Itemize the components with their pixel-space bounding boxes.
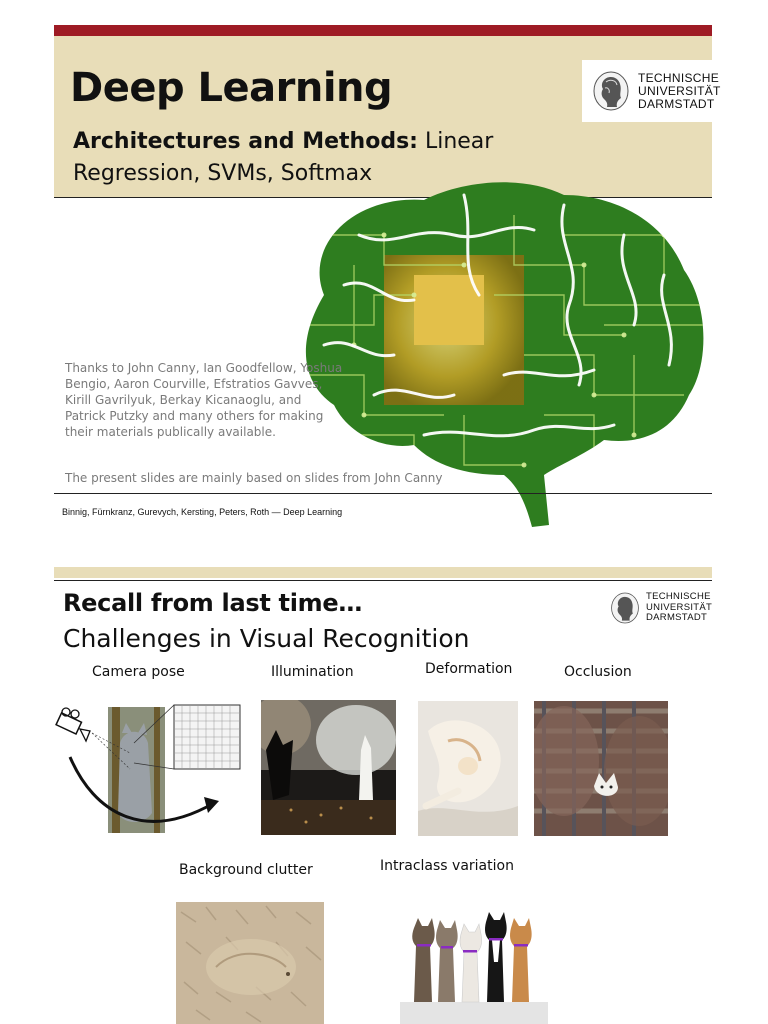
label-illumination: Illumination [271,664,354,680]
acknowledgements-text: Thanks to John Canny, Ian Goodfellow, Yoshua Bengio, Aaron Courville, Efstratios Gavves, Kirill Gavrilyuk, Berkay Kicanaoglu, and Patrick Putzky and many others for making their materials publically available. [65,361,343,439]
illumination-image [261,700,396,835]
top-accent-bar [54,567,712,578]
logo-line: TECHNISCHE [646,591,711,603]
deformation-image [418,701,518,836]
slide-heading: Recall from last time… [63,589,363,617]
athena-seal-icon [610,591,640,625]
tu-darmstadt-logo [602,585,714,631]
slide-title: Deep Learning [70,65,393,111]
slide-footer: Binnig, Fürnkranz, Gurevych, Kersting, Peters, Roth — Deep Learning [62,507,343,517]
label-background-clutter: Background clutter [179,862,313,878]
label-camera-pose: Camera pose [92,664,185,680]
slide-subheading: Challenges in Visual Recognition [63,624,470,653]
footer-divider [54,493,712,494]
top-accent-bar [54,25,712,36]
logo-text [638,72,721,111]
logo-line: TECHNISCHE [638,70,720,85]
camera-pose-image [54,703,244,839]
subtitle-rest: Linear Regression, SVMs, Softmax [73,129,494,186]
video-camera-icon [56,708,90,741]
recall-slide [54,567,712,1024]
title-slide [54,25,721,535]
label-occlusion: Occlusion [564,664,632,680]
intraclass-variation-image [400,902,548,1024]
tu-darmstadt-logo [582,60,722,122]
label-intraclass-variation: Intraclass variation [380,858,514,874]
logo-line: UNIVERSITÄT [638,83,721,98]
based-on-note: The present slides are mainly based on slides from John Canny [65,471,443,485]
logo-text [646,592,712,624]
logo-line: DARMSTADT [638,96,715,111]
subtitle-bold: Architectures and Methods: [73,129,418,154]
logo-line: DARMSTADT [646,612,708,624]
logo-line: UNIVERSITÄT [646,601,713,613]
occlusion-image [534,701,668,836]
header-divider [54,580,712,581]
athena-seal-icon [592,70,630,112]
label-deformation: Deformation [425,661,513,677]
background-clutter-image [176,902,324,1024]
